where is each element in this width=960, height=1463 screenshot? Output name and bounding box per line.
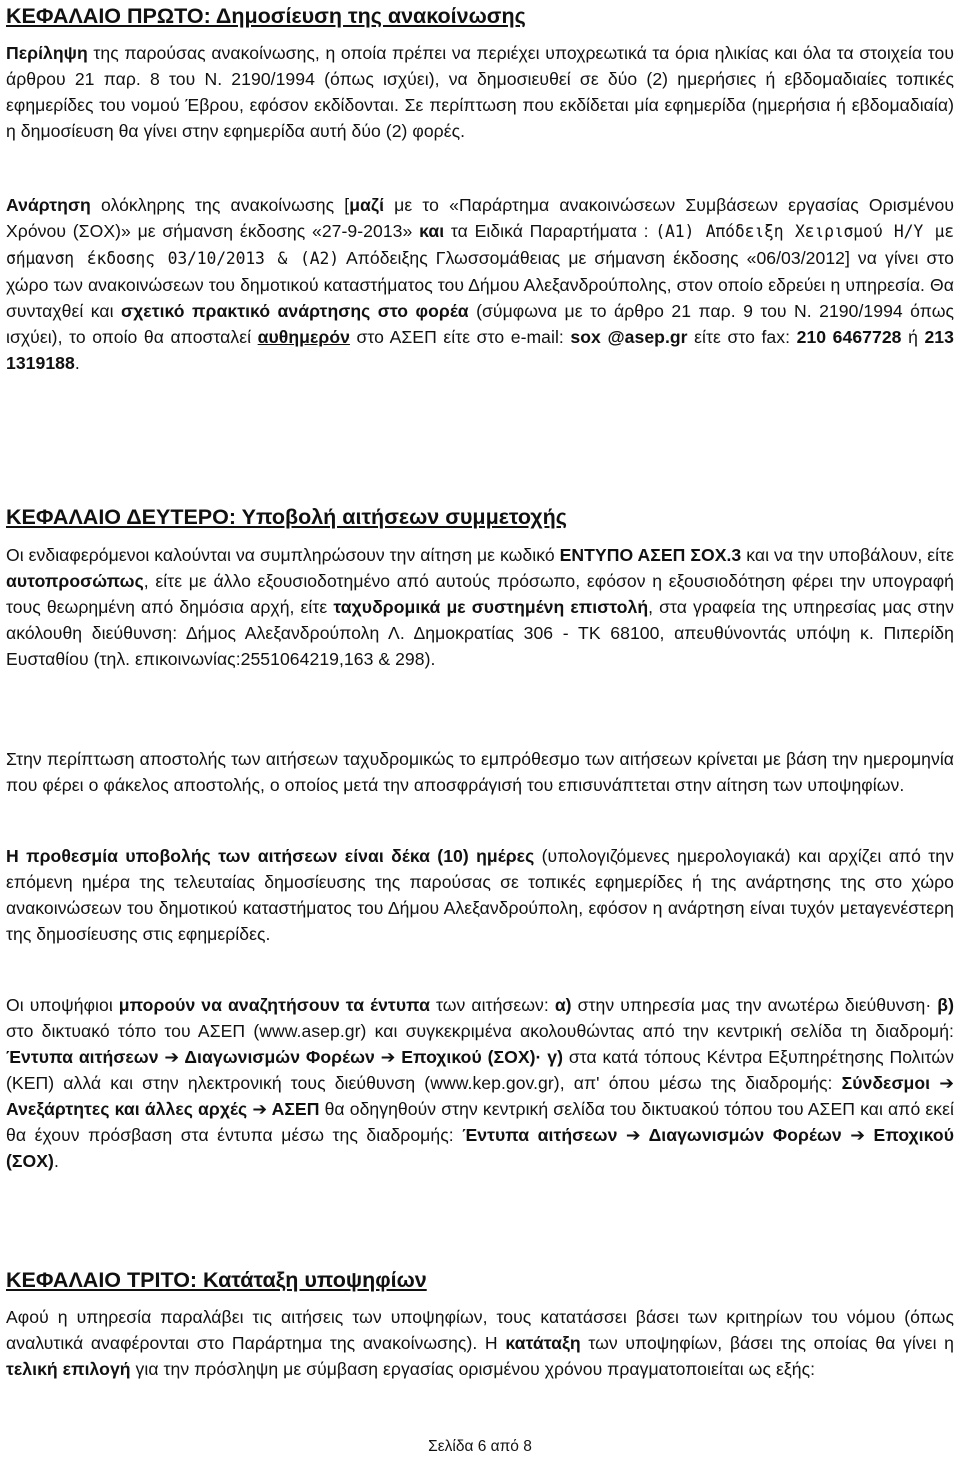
text-run: (υπολογιζόμενες ημερολογιακά) και αρχίζει από την επόμενη ημέρα της τελευταίας δημοσίευσης της παρούσας σε τοπικές εφημερίδες ή της ανάρτησης της στο χώρο ανακοινώσεων του δημοτικού καταστήματος του Δήμου Αλεξανδρούπολη, εφόσον η ανάρτηση είναι τυχόν μεταγενέστερη της δημοσίευσης στις εφημερίδες. [6, 846, 954, 944]
page-number: Σελίδα 6 από 8 [428, 1438, 532, 1455]
text-run: στην υπηρεσία μας την ανωτέρω διεύθυνση· [571, 995, 938, 1015]
text-run: θα οδηγηθούν στην κεντρική σελίδα του δικτυακού τόπου του ΑΣΕΠ και από εκεί θα έχουν πρόσβαση στα έντυπα μέσω της διαδρομής: [6, 1099, 954, 1145]
chapter-one-paragraph-1 [6, 40, 954, 144]
deadline-run: Η προθεσμία υποβολής των αιτήσεων είναι δέκα (10) ημέρες [6, 846, 535, 866]
chapter-two-paragraph-1 [6, 542, 954, 672]
chapter-two-paragraph-3 [6, 843, 954, 947]
text-run: ή [901, 327, 925, 347]
kep-path-run: Σύνδεσμοι ➔ Ανεξάρτητες και άλλες αρχές ➔ ΑΣΕΠ [6, 1073, 954, 1119]
text-run: τα Ειδικά Παραρτήματα : [444, 221, 656, 241]
text-run: (σύμφωνα με το άρθρο 21 παρ. 9 του Ν. 2190/1994 όπως ισχύει), το οποίο θα αποσταλεί [6, 301, 955, 347]
chapter-one-heading: ΚΕΦΑΛΑΙΟ ΠΡΩΤΟ: Δημοσίευση της ανακοίνωσης [6, 4, 526, 28]
summary-lead: Περίληψη [6, 43, 88, 63]
chapter-two-paragraph-4 [6, 992, 954, 1174]
fax-number: 213 1319188 [6, 327, 954, 373]
text-run: . [74, 353, 80, 373]
bold-run: μαζί [349, 195, 385, 215]
chapter-three-heading: ΚΕΦΑΛΑΙΟ ΤΡΙΤΟ: Κατάταξη υποψηφίων [6, 1268, 427, 1292]
bold-run: και [419, 221, 445, 241]
text-run: , στα γραφεία της υπηρεσίας μας στην ακόλουθη διεύθυνση: Δήμος Αλεξανδρούπολη Λ. Δημοκρατίας 306 - ΤΚ 68100, απευθύνοντάς υπόψη κ. Πιπερίδη Ευσταθίου (τηλ. επικοινωνίας:2551064219,163 & 298). [6, 597, 955, 669]
text-run: ολόκληρης της ανακοίνωσης [ [90, 195, 350, 215]
text-run: των υποψηφίων, βάσει της οποίας θα γίνει η [580, 1333, 954, 1353]
asep-path-run: Έντυπα αιτήσεων ➔ Διαγωνισμών Φορέων ➔ Εποχικού (ΣΟΧ)· γ) [6, 1047, 563, 1067]
bold-run: α) [554, 995, 572, 1015]
bold-run: ταχυδρομικά με συστημένη επιστολή [333, 597, 649, 617]
text-run: . [53, 1151, 59, 1171]
bold-run: β) [937, 995, 954, 1015]
text-run: Οι υποψήφιοι [6, 995, 119, 1015]
text-run: και να την υποβάλουν, είτε [741, 545, 954, 565]
text-run: είτε στο fax: [687, 327, 797, 347]
email-address: sox @asep.gr [570, 327, 688, 347]
posting-lead: Ανάρτηση [6, 195, 91, 215]
summary-text: της παρούσας ανακοίνωσης, η οποία πρέπει να περιέχει υποχρεωτικά τα όρια ηλικίας και όλα τα στοιχεία του άρθρου 21 παρ. 8 του Ν. 2190/1994 (όπως ισχύει), να δημοσιευθεί σε δύο (2) ημερήσιες ή εβδομαδιαίες τοπικές εφημερίδες του νομού Έβρου, εφόσον εκδίδονται. Σε περίπτωση που εκδίδεται μία εφημερίδα (ημερήσια ή εβδομαδιαία) η δημοσίευση θα γίνει στην εφημερίδα αυτή δύο (2) φορές. [6, 43, 954, 141]
bold-run: μπορούν να αναζητήσουν τα έντυπα [118, 995, 431, 1015]
text-run: Αφού η υπηρεσία παραλάβει τις αιτήσεις των υποψηφίων, τους κατατάσσει βάσει των κριτηρίων του νόμου (όπως αναλυτικά αναφέρονται στο Παράρτημα της ανακοίνωσης). Η [6, 1307, 954, 1353]
chapter-three-paragraph-1 [6, 1304, 954, 1382]
bold-run: τελική επιλογή [6, 1359, 131, 1379]
same-day-run: αυθημερόν [257, 327, 350, 347]
chapter-one-paragraph-2 [6, 192, 954, 376]
fax-number: 210 6467728 [796, 327, 902, 347]
bold-run: αυτοπροσώπως [6, 571, 144, 591]
bold-run: κατάταξη [505, 1333, 581, 1353]
text-run: στο ΑΣΕΠ είτε στο e-mail: [349, 327, 571, 347]
text-run: , είτε με άλλο εξουσιοδοτημένο από αυτούς πρόσωπο, εφόσον η εξουσιοδότηση φέρει την υπογραφή τους θεωρημένη από δημόσια αρχή, είτε [6, 571, 954, 617]
text-run: Οι ενδιαφερόμενοι καλούνται να συμπληρώσουν την αίτηση με κωδικό [6, 545, 560, 565]
form-code: ΕΝΤΥΠΟ ΑΣΕΠ ΣΟΧ.3 [559, 545, 742, 565]
text-run: στα κατά τόπους Κέντρα Εξυπηρέτησης Πολιτών (ΚΕΠ) αλλά και στην ηλεκτρονική τους διεύθυνση (www.kep.gov.gr), απ' όπου μέσω της διαδρομής: [6, 1047, 954, 1093]
text-run: με το «Παράρτημα ανακοινώσεων Συμβάσεων εργασίας Ορισμένου Χρόνου (ΣΟΧ)» με σήμανση έκδοσης «27-9-2013» [6, 195, 954, 241]
chapter-two-heading: ΚΕΦΑΛΑΙΟ ΔΕΥΤΕΡΟ: Υποβολή αιτήσεων συμμετοχής [6, 505, 567, 529]
text-run: Απόδειξης Γλωσσομάθειας με σήμανση έκδοσης «06/03/2012] να γίνει στο χώρο των ανακοινώσεων του δημοτικού καταστήματος του Δήμου Αλεξανδρούπολης, στον οποίο εδρεύει η υπηρεσία. Θα συνταχθεί και [6, 248, 954, 321]
text-run: των αιτήσεων: [430, 995, 555, 1015]
annex-run: (Α1) Απόδειξη Χειρισμού Η/Υ με σήμανση έκδοσης 03/10/2013 & (Α2) [6, 222, 955, 268]
forms-path-run: Έντυπα αιτήσεων ➔ Διαγωνισμών Φορέων ➔ Εποχικού (ΣΟΧ) [6, 1125, 954, 1171]
text-run: για την πρόσληψη με σύμβαση εργασίας ορισμένου χρόνου πραγματοποιείται ως εξής: [130, 1359, 816, 1379]
text-run: στο δικτυακό τόπο του ΑΣΕΠ (www.asep.gr) και συγκεκριμένα ακολουθώντας από την κεντρική σελίδα τη διαδρομή: [6, 1021, 954, 1041]
chapter-two-paragraph-2: Στην περίπτωση αποστολής των αιτήσεων ταχυδρομικώς το εμπρόθεσμο των αιτήσεων κρίνεται με βάση την ημερομηνία που φέρει ο φάκελος αποστολής, ο οποίος μετά την αποσφράγισή του επισυνάπτεται στην αίτηση των υποψηφίων. [6, 749, 954, 795]
bold-run: σχετικό πρακτικό ανάρτησης στο φορέα [121, 301, 469, 321]
